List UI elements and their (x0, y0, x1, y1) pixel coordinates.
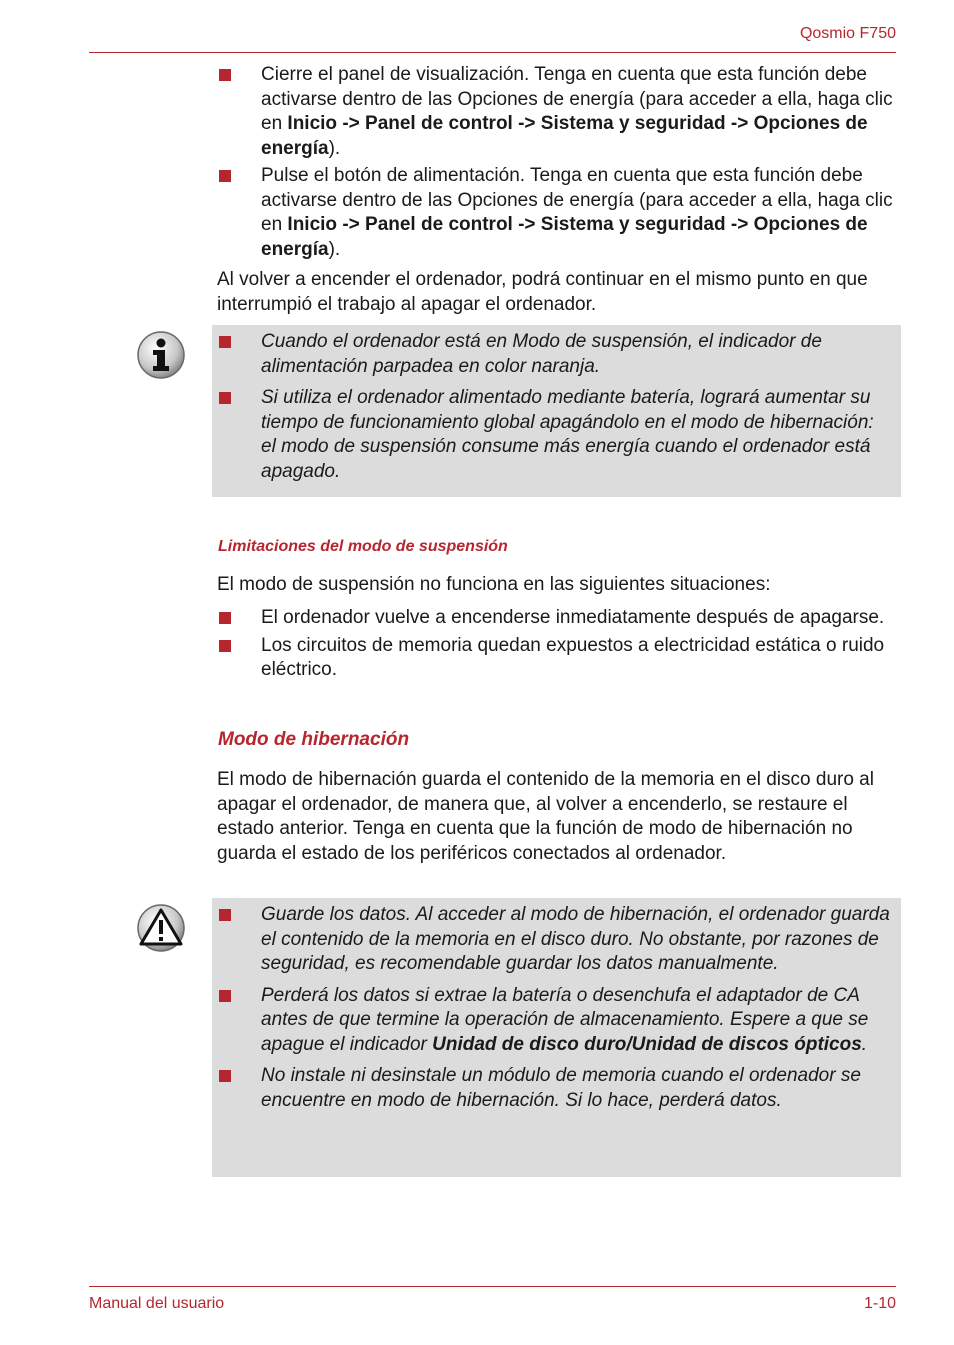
bullet-square-icon (219, 69, 231, 81)
bullet-square-icon (219, 612, 231, 624)
top-bullet-list (217, 63, 897, 262)
list-item: Perderá los datos si extrae la batería o desenchufa el adaptador de CA antes de que termine la operación de almacenamiento. Espere a que se apague el indicador Unidad de disco duro/Unidad de discos ópticos. (217, 984, 891, 1058)
bullet-square-icon (219, 909, 231, 921)
hibernation-paragraph: El modo de hibernación guarda el contenido de la memoria en el disco duro al apagar el ordenador, de manera que, al volver a encenderlo, se restaure el estado anterior. Tenga en cuenta que la función de modo de hibernación no guarda el estado de los periféricos conectados al ordenador. (217, 769, 874, 864)
footer-manual-title: Manual del usuario (89, 1295, 225, 1312)
list-item: Pulse el botón de alimentación. Tenga en cuenta que esta función debe activarse dentro de las Opciones de energía (para acceder a ella, haga clic en Inicio -> Panel de control -> Sistema y seguridad -> Opciones de energía). (217, 164, 897, 262)
resume-paragraph: Al volver a encender el ordenador, podrá continuar en el mismo punto en que interrumpió el trabajo al apagar el ordenador. (217, 269, 868, 315)
warning-icon (136, 903, 186, 953)
list-item: Cierre el panel de visualización. Tenga en cuenta que esta función debe activarse dentro de las Opciones de energía (para acceder a ella, haga clic en Inicio -> Panel de control -> Sistema y seguridad -> Opciones de energía). (217, 63, 897, 161)
bullet-square-icon (219, 336, 231, 348)
bullet-square-icon (219, 640, 231, 652)
list-item: Guarde los datos. Al acceder al modo de hibernación, el ordenador guarda el contenido de la memoria en el disco duro. No obstante, por razones de seguridad, es recomendable guardar los datos manualmente. (217, 903, 891, 977)
bullet-square-icon (219, 170, 231, 182)
section-heading-limitations: Limitaciones del modo de suspensión (218, 538, 508, 555)
header-title: Qosmio F750 (799, 25, 896, 42)
limitations-list (217, 606, 897, 683)
info-note-box (212, 325, 901, 497)
warning-note-box (212, 898, 901, 1177)
info-icon (136, 330, 186, 380)
section-heading-hibernation: Modo de hibernación (218, 729, 410, 750)
list-item: Si utiliza el ordenador alimentado mediante batería, logrará aumentar su tiempo de funcionamiento global apagándolo en el modo de hibernación: el modo de suspensión consume más energía cuando el ordenador está apagado. (217, 386, 891, 484)
list-item: No instale ni desinstale un módulo de memoria cuando el ordenador se encuentre en modo de hibernación. Si lo hace, perderá datos. (217, 1064, 891, 1113)
list-item: El ordenador vuelve a encenderse inmediatamente después de apagarse. (217, 606, 897, 631)
limitations-intro: El modo de suspensión no funciona en las siguientes situaciones: (217, 574, 771, 595)
footer-divider (89, 1286, 896, 1287)
bullet-square-icon (219, 1070, 231, 1082)
page-number: 1-10 (863, 1295, 896, 1312)
bullet-square-icon (219, 392, 231, 404)
list-item: Los circuitos de memoria quedan expuestos a electricidad estática o ruido eléctrico. (217, 634, 897, 683)
bullet-square-icon (219, 990, 231, 1002)
header-divider (89, 52, 896, 53)
list-item: Cuando el ordenador está en Modo de suspensión, el indicador de alimentación parpadea en color naranja. (217, 330, 891, 379)
